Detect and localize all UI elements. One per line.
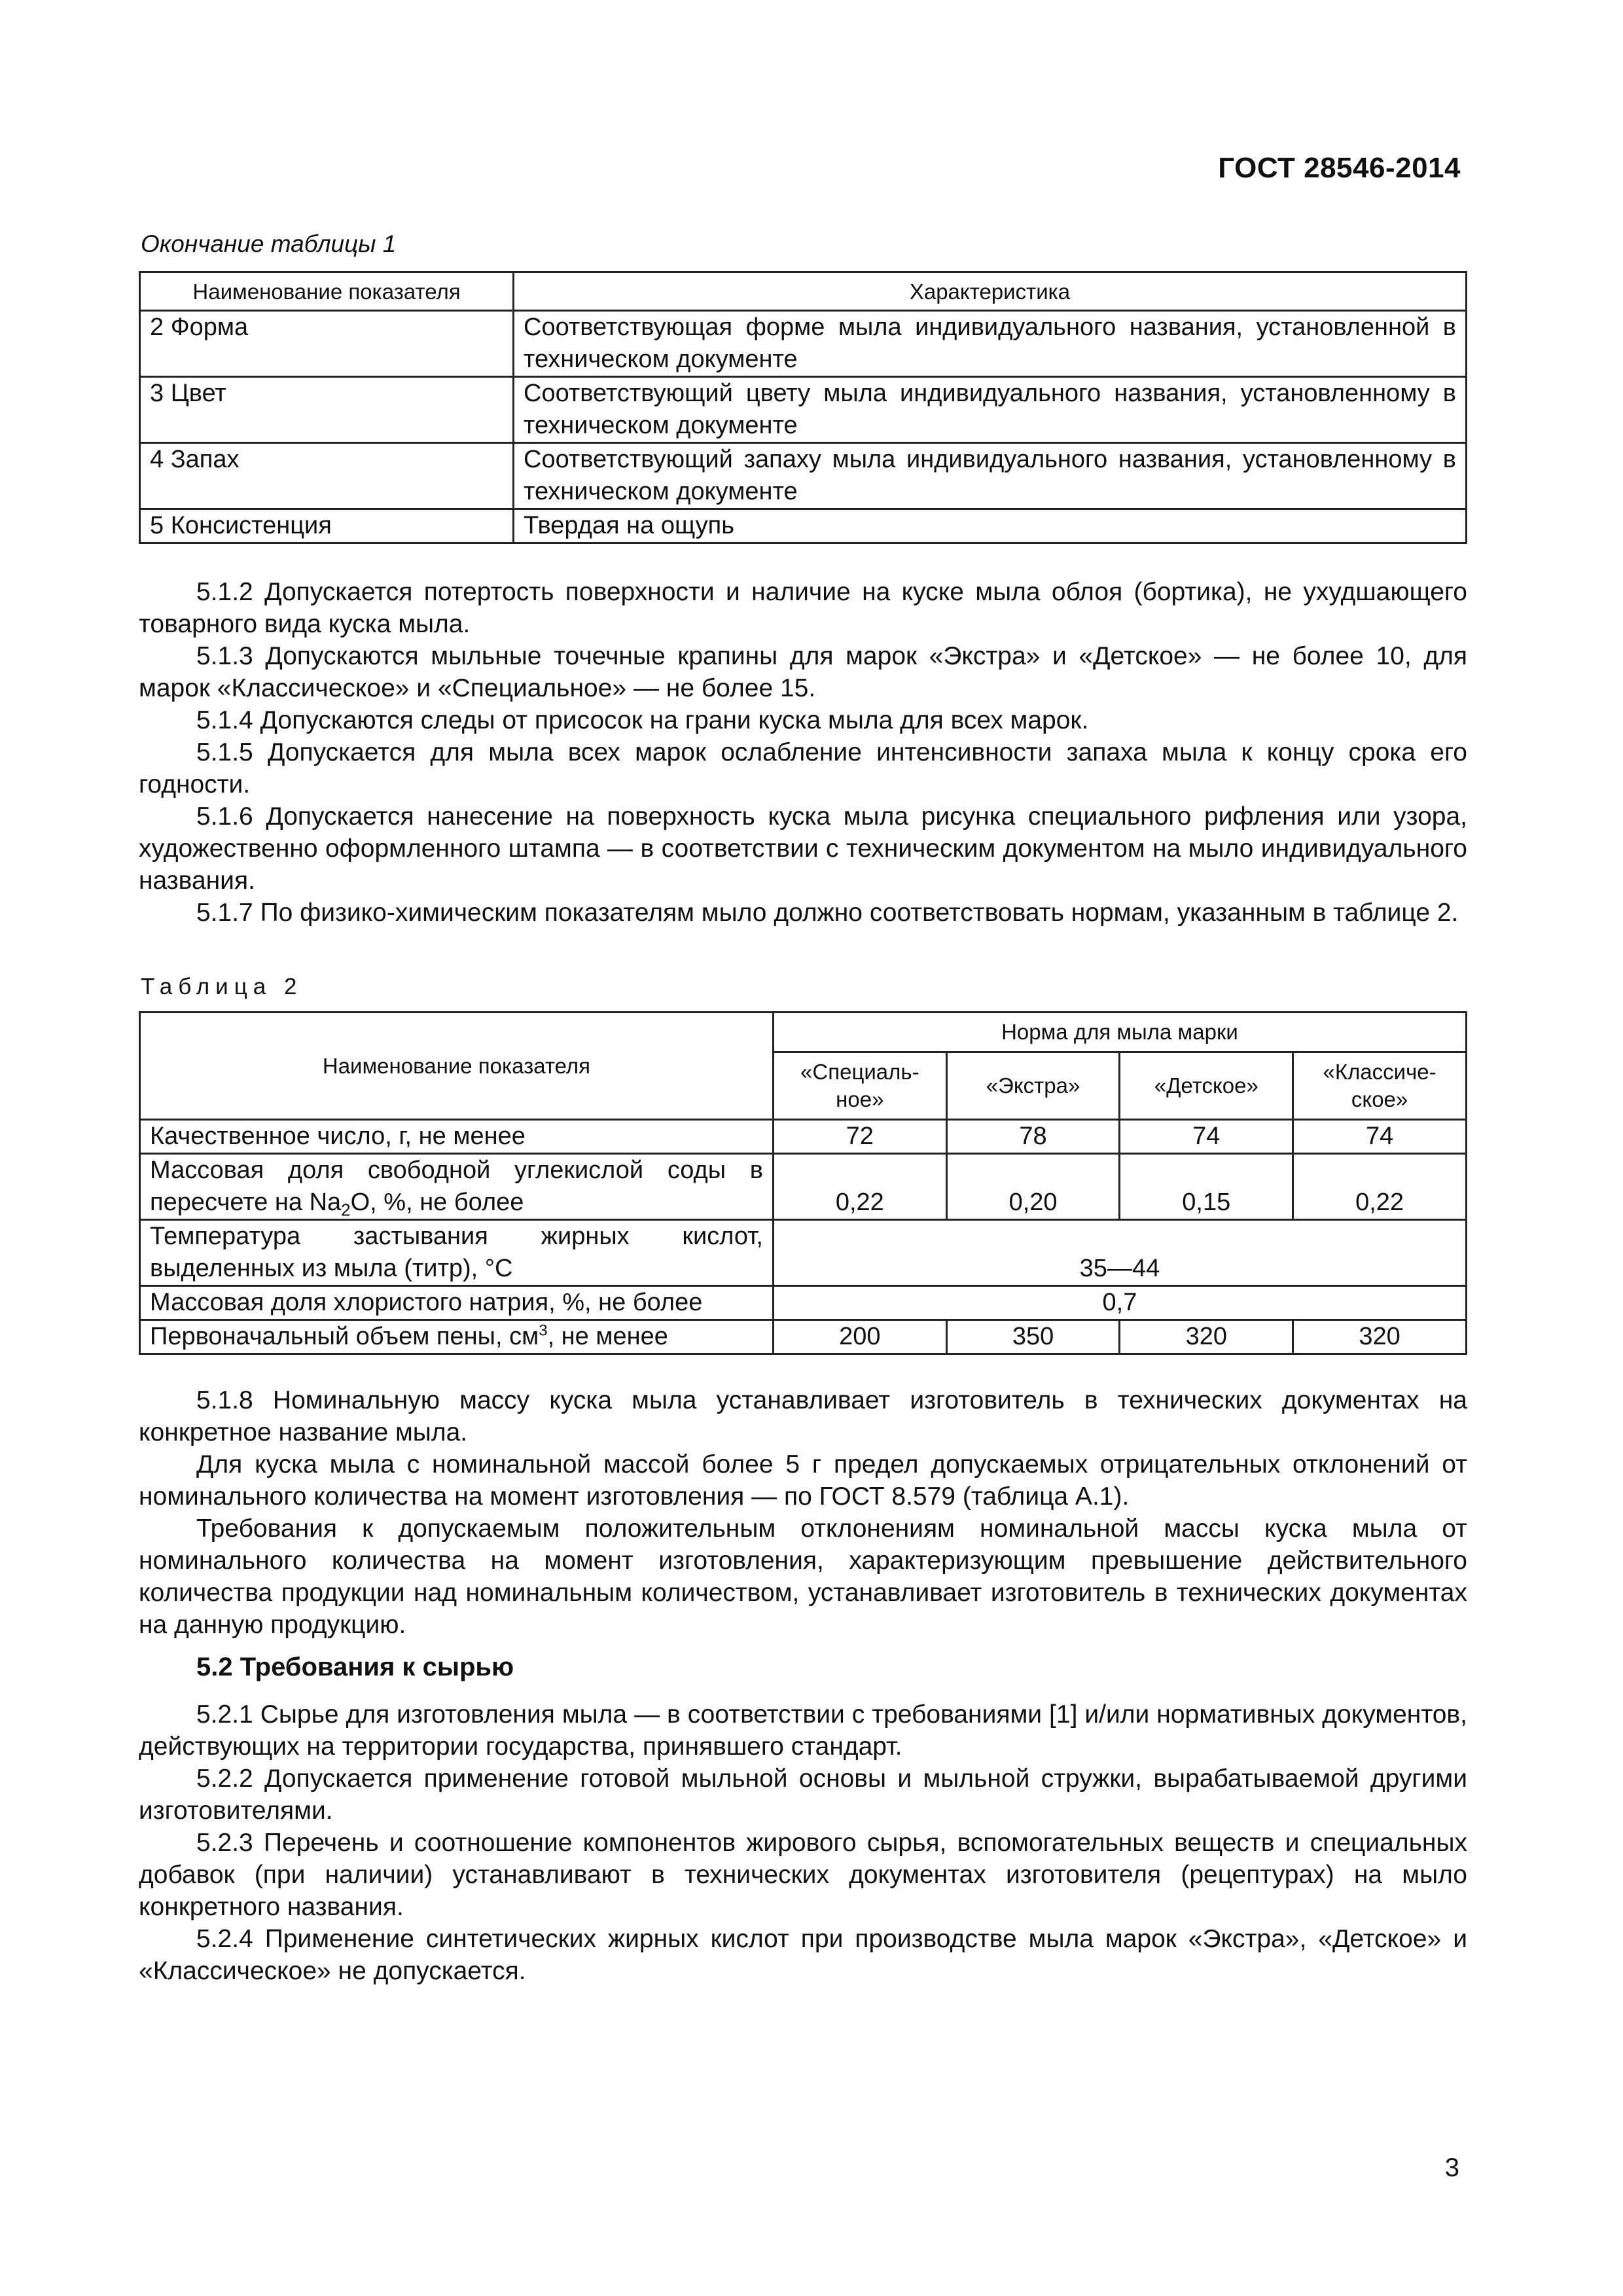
standard-code: ГОСТ 28546-2014 — [1218, 152, 1461, 184]
table2-value: 0,15 — [1120, 1154, 1293, 1220]
table1-cell: Соответствующая форме мыла индивидуального названия, установленной в техническом документе — [514, 311, 1467, 377]
table-2 — [139, 1011, 1467, 1355]
table2-value: 0,22 — [773, 1154, 946, 1220]
table2-group-header: Норма для мыла марки — [773, 1013, 1466, 1052]
table2-value: 0,22 — [1293, 1154, 1467, 1220]
table1-cell: Соответствующий запаху мыла индивидуального названия, установленному в техническом документе — [514, 443, 1467, 509]
table2-label: Массовая доля хлористого натрия, %, не более — [140, 1286, 774, 1320]
label-text: Массовая доля свободной углекислой соды в пересчете на Na — [150, 1157, 763, 1216]
table2-merged-value: 35—44 — [773, 1220, 1466, 1286]
table2-label — [140, 1320, 774, 1354]
table2-value: 74 — [1293, 1120, 1467, 1154]
paragraph: Требования к допускаемым положительным отклонениям номинальной массы куска мыла от номинального количества на момент изготовления, характеризующим превышение действительного количества продукции над номинальным количеством, устанавливает изготовитель в технических документах на данную продукцию. — [139, 1515, 1467, 1639]
table1-caption: Окончание таблицы 1 — [141, 230, 397, 257]
table2-value: 74 — [1120, 1120, 1293, 1154]
table2-merged-value: 0,7 — [773, 1286, 1466, 1320]
table-row — [140, 443, 1467, 509]
paragraph: Для куска мыла с номинальной массой более 5 г предел допускаемых отрицательных отклонений от номинального количества на момент изготовления — по ГОСТ 8.579 (таблица А.1). — [139, 1450, 1467, 1511]
section-heading: 5.2 Требования к сырью — [196, 1653, 514, 1681]
label-text: , не менее — [547, 1323, 668, 1350]
table1-header-row — [140, 272, 1467, 311]
paragraph: 5.2.1 Сырье для изготовления мыла — в соответствии с требованиями [1] и/или нормативных документов, действующих на территории государства, принявшего стандарт. — [139, 1700, 1467, 1761]
table1-col-header: Характеристика — [514, 272, 1467, 311]
paragraph: 5.1.8 Номинальную массу куска мыла устанавливает изготовитель в технических документах на конкретное название мыла. — [139, 1386, 1467, 1446]
paragraph: 5.2.2 Допускается применение готовой мыльной основы и мыльной стружки, вырабатываемой другими изготовителями. — [139, 1765, 1467, 1825]
table1-cell: Соответствующий цвету мыла индивидуального названия, установленному в техническом документе — [514, 377, 1467, 443]
table2-value: 78 — [946, 1120, 1120, 1154]
superscript: 3 — [539, 1321, 548, 1340]
paragraph: 5.1.7 По физико-химическим показателям мыло должно соответствовать нормам, указанным в таблице 2. — [196, 899, 1459, 927]
table2-indicator-header: Наименование показателя — [140, 1013, 774, 1120]
table1-cell: 3 Цвет — [140, 377, 514, 443]
table1-cell: 2 Форма — [140, 311, 514, 377]
table2-value: 320 — [1120, 1320, 1293, 1354]
paragraph: 5.2.4 Применение синтетических жирных кислот при производстве мыла марок «Экстра», «Детское» и «Классическое» не допускается. — [139, 1925, 1467, 1985]
table-row — [140, 377, 1467, 443]
table-row — [140, 1320, 1467, 1354]
table2-value: 200 — [773, 1320, 946, 1354]
table2-label — [140, 1154, 774, 1220]
table2-brand-header: «Экстра» — [946, 1052, 1120, 1120]
table-row — [140, 1154, 1467, 1220]
table-1 — [139, 271, 1467, 544]
label-text: Первоначальный объем пены, см — [150, 1323, 539, 1350]
paragraph: 5.1.2 Допускается потертость поверхности и наличие на куске мыла облоя (бортика), не ухудшающего товарного вида куска мыла. — [139, 578, 1467, 638]
table-row — [140, 509, 1467, 543]
paragraph: 5.1.6 Допускается нанесение на поверхность куска мыла рисунка специального рифления или узора, художественно оформленного штампа — в соответствии с техническим документом на мыло индивидуального названия. — [139, 802, 1467, 895]
page-number: 3 — [1444, 2153, 1459, 2182]
paragraphs-5-1-8 — [139, 1384, 1467, 1641]
table-row — [140, 1220, 1467, 1286]
paragraph: 5.1.3 Допускаются мыльные точечные крапины для марок «Экстра» и «Детское» — не более 10, для марок «Классическое» и «Специальное» — не более 15. — [139, 642, 1467, 702]
table2-label: Качественное число, г, не менее — [140, 1120, 774, 1154]
table-row — [140, 311, 1467, 377]
paragraphs-5-1-2-to-5-1-7 — [139, 576, 1467, 929]
paragraph: 5.1.5 Допускается для мыла всех марок ослабление интенсивности запаха мыла к концу срока его годности. — [139, 738, 1467, 798]
paragraphs-5-2 — [139, 1698, 1467, 1987]
subscript: 2 — [341, 1200, 351, 1220]
table-row — [140, 1120, 1467, 1154]
table1-cell: 5 Консистенция — [140, 509, 514, 543]
paragraph: 5.1.4 Допускаются следы от присосок на грани куска мыла для всех марок. — [196, 706, 1089, 734]
label-text: O, %, не более — [350, 1189, 524, 1216]
paragraph: 5.2.3 Перечень и соотношение компонентов жирового сырья, вспомогательных веществ и специальных добавок (при наличии) устанавливают в технических документах изготовителя (рецептурах) на мыло конкретного названия. — [139, 1829, 1467, 1921]
table2-caption: Таблица 2 — [141, 974, 303, 999]
table1-cell: Твердая на ощупь — [514, 509, 1467, 543]
table1-col-header: Наименование показателя — [140, 272, 514, 311]
table2-brand-header: «Специаль-ное» — [773, 1052, 946, 1120]
table1-cell: 4 Запах — [140, 443, 514, 509]
table2-brand-header: «Детское» — [1120, 1052, 1293, 1120]
table2-value: 350 — [946, 1320, 1120, 1354]
table2-value: 0,20 — [946, 1154, 1120, 1220]
table2-label: Температура застывания жирных кислот, выделенных из мыла (титр), °С — [140, 1220, 774, 1286]
table2-brand-header: «Классиче-ское» — [1293, 1052, 1467, 1120]
table-row — [140, 1286, 1467, 1320]
table2-value: 72 — [773, 1120, 946, 1154]
table2-value: 320 — [1293, 1320, 1467, 1354]
table2-header-row — [140, 1013, 1467, 1052]
